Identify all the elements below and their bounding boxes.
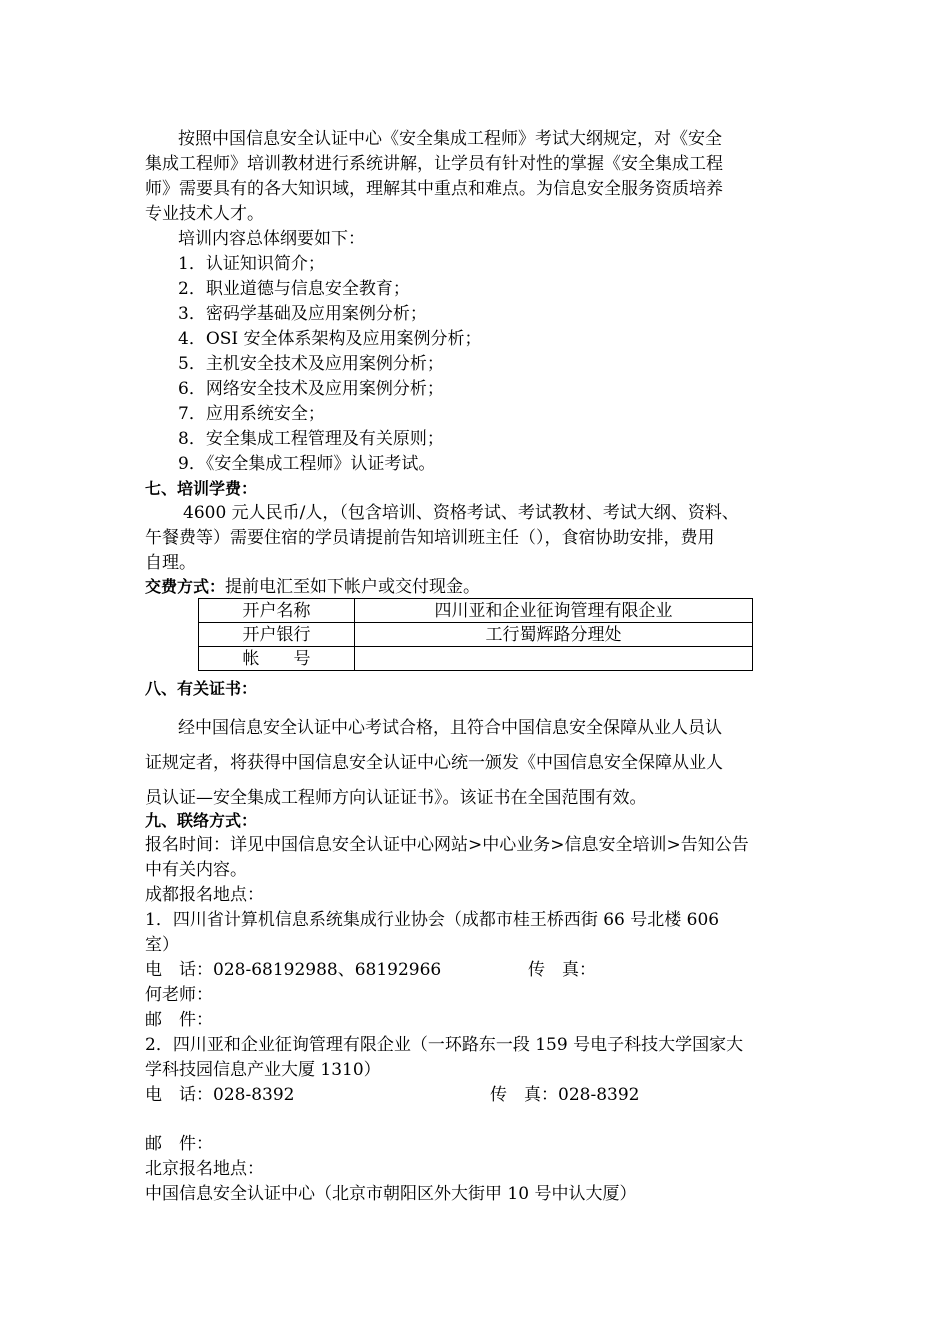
- payment-method: [145, 576, 480, 598]
- outline-item: 1．认证知识简介；: [178, 254, 325, 274]
- table-row: [199, 623, 753, 647]
- account-number-value: [355, 647, 753, 671]
- outline-item: 9．《安全集成工程师》认证考试。: [178, 454, 436, 474]
- signup-time-line: 报名时间：详见中国信息安全认证中心网站>中心业务>信息安全培训>告知公告: [145, 835, 749, 855]
- fee-heading: 七、培训学费：: [145, 479, 258, 498]
- payment-text: 提前电汇至如下帐户或交付现金。: [225, 577, 481, 597]
- beijing-label: 北京报名地点：: [145, 1159, 264, 1179]
- chengdu-address-2: 2．四川亚和企业征询管理有限企业（一环路东一段 159 号电子科技大学国家大: [145, 1035, 744, 1055]
- certificate-heading: 八、有关证书：: [145, 679, 258, 698]
- chengdu-label: 成都报名地点：: [145, 885, 264, 905]
- account-bank-value: 工行蜀辉路分理处: [355, 623, 753, 647]
- outline-item: 5．主机安全技术及应用案例分析；: [178, 354, 444, 374]
- outline-heading: 培训内容总体纲要如下：: [178, 229, 365, 249]
- outline-item: 6．网络安全技术及应用案例分析；: [178, 379, 444, 399]
- chengdu-address-2: 学科技园信息产业大厦 1310）: [145, 1060, 381, 1080]
- chengdu-address-1: 1．四川省计算机信息系统集成行业协会（成都市桂王桥西街 66 号北楼 606: [145, 910, 720, 930]
- account-name-label: 开户名称: [199, 599, 355, 623]
- chengdu-1-fax: 传 真：: [528, 960, 596, 980]
- intro-line: 师》需要具有的各大知识域，理解其中重点和难点。为信息安全服务资质培养: [145, 179, 723, 199]
- beijing-address: 中国信息安全认证中心（北京市朝阳区外大街甲 10 号中认大厦）: [145, 1184, 637, 1204]
- chengdu-2-fax: 传 真：028-8392: [490, 1085, 640, 1105]
- chengdu-2-phone: 电 话：028-8392: [145, 1085, 295, 1105]
- fee-line: 自理。: [145, 553, 196, 573]
- outline-item: 3．密码学基础及应用案例分析；: [178, 304, 427, 324]
- chengdu-2-mail: 邮 件：: [145, 1134, 213, 1154]
- outline-item: 7．应用系统安全；: [178, 404, 325, 424]
- fee-line: 4600 元人民币/人，（包含培训、资格考试、考试教材、考试大纲、资料、: [183, 503, 739, 523]
- table-row: [199, 647, 753, 671]
- certificate-line: 证规定者，将获得中国信息安全认证中心统一颁发《中国信息安全保障从业人: [145, 753, 723, 773]
- outline-item: 4．OSI 安全体系架构及应用案例分析；: [178, 329, 482, 349]
- intro-line: 按照中国信息安全认证中心《安全集成工程师》考试大纲规定，对《安全: [178, 129, 722, 149]
- table-row: [199, 599, 753, 623]
- chengdu-1-mail: 邮 件：: [145, 1010, 213, 1030]
- outline-item: 2．职业道德与信息安全教育；: [178, 279, 410, 299]
- payment-label: 交费方式：: [145, 577, 226, 596]
- chengdu-address-1: 室）: [145, 935, 179, 955]
- intro-line: 集成工程师》培训教材进行系统讲解，让学员有针对性的掌握《安全集成工程: [145, 154, 723, 174]
- certificate-line: 员认证—安全集成工程师方向认证证书》。该证书在全国范围有效。: [145, 788, 647, 808]
- account-bank-label: 开户银行: [199, 623, 355, 647]
- chengdu-1-teacher: 何老师：: [145, 985, 213, 1005]
- account-name-value: 四川亚和企业征询管理有限企业: [355, 599, 753, 623]
- contact-heading: 九、联络方式：: [145, 811, 258, 830]
- outline-item: 8．安全集成工程管理及有关原则；: [178, 429, 444, 449]
- certificate-line: 经中国信息安全认证中心考试合格，且符合中国信息安全保障从业人员认: [178, 718, 722, 738]
- account-table: [198, 598, 753, 671]
- intro-line: 专业技术人才。: [145, 204, 264, 224]
- chengdu-1-phone: 电 话：028-68192988、68192966: [145, 960, 442, 980]
- fee-line: 午餐费等）需要住宿的学员请提前告知培训班主任（），食宿协助安排，费用: [145, 528, 715, 548]
- signup-time-line: 中有关内容。: [145, 860, 247, 880]
- account-number-label: 帐 号: [199, 647, 355, 671]
